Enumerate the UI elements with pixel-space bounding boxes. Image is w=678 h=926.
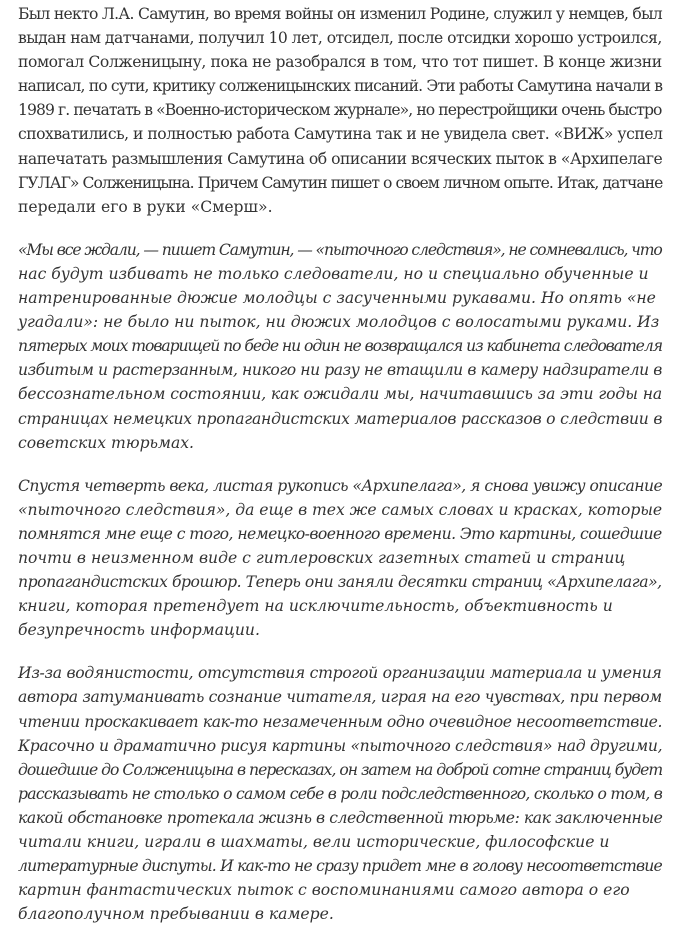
text-line: почти в неизменном виде с гитлеровских газетных статей и страниц	[18, 548, 626, 567]
text-line: 1989 г. печатать в «Военно-историческом журнале», но перестройщики очень быстро	[18, 101, 662, 120]
text-line: Из-за водянистости, отсутствия строгой организации материала и умения	[18, 664, 662, 683]
text-line: литературные диспуты. И как-то не сразу придет мне в голову несоответствие	[18, 857, 662, 876]
text-line: благополучном пребывании в камере.	[18, 905, 334, 924]
text-line: помнятся мне еще с того, немецко-военного времени. Это картины, сошедшие	[18, 524, 662, 543]
text-line: безупречность информации.	[18, 621, 260, 640]
text-line: «пыточного следствия», да еще в тех же самых словах и красках, которые	[18, 500, 663, 519]
text-line: Спустя четверть века, листая рукопись «Архипелага», я снова увижу описание	[18, 476, 663, 495]
text-line: автора затуманивать сознание читателя, играя на его чувствах, при первом	[18, 688, 662, 707]
text-line: ГУЛАГ» Солженицына. Причем Самутин пишет о своем личном опыте. Итак, датчане	[18, 173, 663, 192]
text-line: передали его в руки «Смерш».	[18, 197, 273, 216]
text-line: книги, которая претендует на исключительность, объективность и	[18, 597, 613, 616]
article-paragraph-1	[18, 2, 662, 219]
text-line: нас будут избивать не только следователи, но и специально обученные и	[18, 264, 649, 283]
text-line: Красочно и драматично рисуя картины «пыточного следствия» над другими,	[18, 736, 663, 755]
text-line: чтении проскакивает как-то незамеченным одно очевидное несоответствие.	[18, 712, 663, 731]
text-line: «Мы все ждали, — пишет Самутин, — «пыточного следствия», не сомневались, что	[18, 240, 662, 259]
text-line: написал, по сути, критику солженицынских писаний. Эти работы Самутина начали в	[18, 77, 663, 96]
article-body	[18, 2, 662, 926]
text-line: советских тюрьмах.	[18, 433, 195, 452]
text-line: избитым и растерзанным, никого ни разу не втащили в камеру надзиратели в	[18, 361, 662, 380]
article-quote-paragraph-1	[18, 238, 662, 455]
text-line: пропагандистских брошюр. Теперь они заняли десятки страниц «Архипелага»,	[18, 573, 662, 592]
text-line: спохватились, и полностью работа Самутина так и не увидела свет. «ВИЖ» успел	[18, 125, 663, 144]
text-line: напечатать размышления Самутина об описании всяческих пыток в «Архипелаге	[18, 149, 663, 168]
text-line: выдан нам датчанами, получил 10 лет, отсидел, после отсидки хорошо устроился,	[18, 29, 662, 48]
text-line: натренированные дюжие молодцы с засученными рукавами. Но опять «не	[18, 289, 656, 308]
article-quote-paragraph-2	[18, 474, 662, 643]
text-line: рассказывать не столько о самом себе в роли подследственного, сколько о том, в	[18, 784, 663, 803]
text-line: бессознательном состоянии, как ожидали мы, начитавшись за эти годы на	[18, 385, 663, 404]
text-line: Был некто Л.А. Самутин, во время войны он изменил Родине, служил у немцев, был	[18, 5, 662, 23]
text-line: пятерых моих товарищей по беде ни один не возвращался из кабинета следователя	[18, 337, 662, 356]
text-line: дошедшие до Солженицына в пересказах, он затем на доброй сотне страниц будет	[18, 760, 663, 779]
text-line: какой обстановке протекала жизнь в следственной тюрьме: как заключенные	[18, 808, 663, 827]
text-line: картин фантастических пыток с воспоминаниями самого автора о его	[18, 881, 630, 900]
text-line: угадали»: не было ни пыток, ни дюжих молодцов с волосатыми руками. Из	[18, 313, 660, 332]
text-line: страницах немецких пропагандистских материалов рассказов о следствии в	[18, 409, 663, 428]
text-line: читали книги, играли в шахматы, вели исторические, философские и	[18, 833, 610, 851]
article-quote-paragraph-3	[18, 661, 662, 926]
text-line: помогал Солженицыну, пока не разобрался в том, что тот пишет. В конце жизни	[18, 53, 662, 72]
